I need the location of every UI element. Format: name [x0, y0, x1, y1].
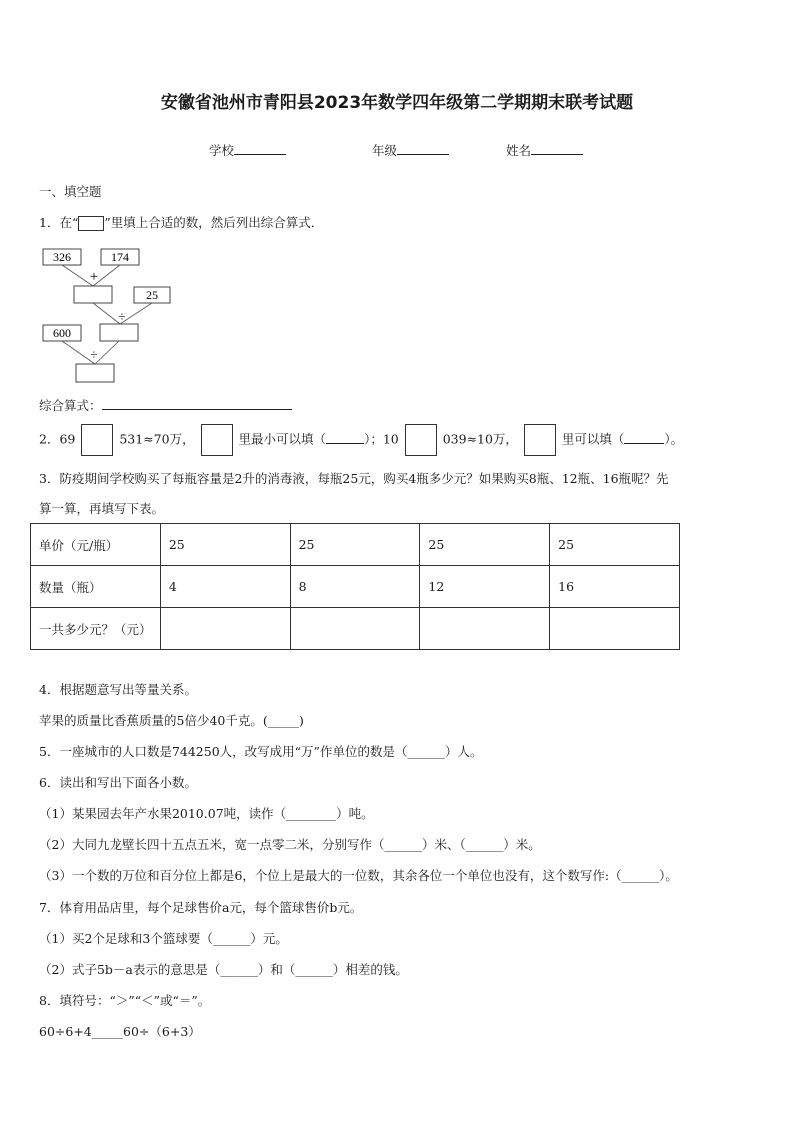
q2-part3: ）；10 [364, 431, 399, 447]
diagram-num-174: 174 [111, 250, 129, 264]
table-cell: 25 [550, 524, 680, 566]
q6-sub1: （1）某果园去年产水果2010.07吨，读作（________）吨。 [39, 806, 374, 821]
q3-line2: 算一算，再填写下表。 [39, 501, 165, 516]
table-cell: 单价（元/瓶） [31, 524, 161, 566]
q1-formula [39, 396, 292, 414]
table-cell: 4 [160, 566, 290, 608]
answer-cell[interactable] [420, 608, 550, 650]
q4-line1: 4．根据题意写出等量关系。 [39, 682, 197, 697]
question-1 [39, 213, 323, 231]
q2-box-2[interactable] [201, 424, 233, 456]
diagram-num-326: 326 [53, 250, 71, 264]
q3-line1: 3．防疫期间学校购买了每瓶容量是2升的消毒液，每瓶25元，购买4瓶多少元？如果购买8瓶、12瓶、16瓶呢？先 [39, 471, 669, 486]
q2-part6: ）。 [664, 431, 684, 447]
school-label: 学校 [209, 143, 235, 158]
table-cell: 12 [420, 566, 550, 608]
q2-blank-2[interactable] [624, 432, 664, 444]
q3-table [30, 523, 680, 650]
q8-intro: 8．填符号：“＞”“＜”或“＝”。 [39, 993, 211, 1008]
diagram-num-600: 600 [53, 326, 71, 340]
section-heading: 一、填空题 [39, 184, 102, 199]
question-5: 5．一座城市的人口数是744250人，改写成用“万”作单位的数是（______）人。 [39, 744, 483, 759]
q1-diagram [38, 244, 178, 386]
table-row [31, 524, 680, 566]
grade-field [372, 141, 449, 159]
question-2 [39, 424, 683, 456]
q7-sub2: （2）式子5b－a表示的意思是（______）和（______）相差的钱。 [39, 962, 408, 977]
q2-part2: 里最小可以填（ [238, 431, 327, 447]
name-blank[interactable] [531, 142, 583, 155]
school-blank[interactable] [234, 142, 286, 155]
q6-intro: 6．读出和写出下面各小数。 [39, 775, 197, 790]
q2-part1: 531≈70万， [119, 431, 195, 447]
q1-formula-blank[interactable] [102, 397, 292, 410]
q6-sub2: （2）大同九龙壁长四十五点五米，宽一点零二米，分别写作（______）米、（______）米。 [39, 837, 541, 852]
table-cell: 8 [290, 566, 420, 608]
name-label: 姓名 [506, 143, 532, 158]
table-cell: 25 [160, 524, 290, 566]
q7-sub1: （1）买2个足球和3个篮球要（______）元。 [39, 931, 288, 946]
diagram-connector [93, 303, 120, 324]
q2-box-3[interactable] [405, 424, 437, 456]
q1-text-after: ”里填上合适的数，然后列出综合算式． [104, 215, 324, 230]
q1-example-box [78, 216, 104, 231]
q8-expression: 60÷6+4_____60÷（6+3） [39, 1024, 201, 1039]
q6-sub3: （3）一个数的万位和百分位上都是6，个位上是最大的一位数，其余各位一个单位也没有，这个数写作:（______）。 [39, 868, 678, 883]
table-cell: 25 [290, 524, 420, 566]
diagram-num-25: 25 [146, 288, 158, 302]
diagram-answer-box[interactable] [100, 324, 138, 341]
answer-cell[interactable] [160, 608, 290, 650]
answer-cell[interactable] [290, 608, 420, 650]
diagram-op-divide: ÷ [90, 347, 98, 362]
answer-cell[interactable] [550, 608, 680, 650]
q4-line2: 苹果的质量比香蕉质量的5倍少40千克。(_____) [39, 713, 304, 728]
table-row [31, 608, 680, 650]
table-cell: 16 [550, 566, 680, 608]
q7-intro: 7．体育用品店里，每个足球售价a元，每个篮球售价b元。 [39, 900, 363, 915]
table-row [31, 566, 680, 608]
diagram-op-divide: ÷ [118, 309, 126, 324]
q2-part5: 里可以填（ [561, 431, 625, 447]
school-field [209, 141, 286, 159]
diagram-answer-box[interactable] [74, 286, 112, 303]
table-cell: 一共多少元？（元） [31, 608, 161, 650]
table-cell: 25 [420, 524, 550, 566]
grade-blank[interactable] [397, 142, 449, 155]
q2-num: 2．69 [39, 431, 76, 447]
diagram-op-plus: + [89, 269, 99, 285]
q2-box-1[interactable] [81, 424, 113, 456]
q1-text-before: 1．在“ [39, 215, 79, 230]
diagram-connector [62, 265, 93, 286]
name-field [506, 141, 583, 159]
q2-part4: 039≈10万， [442, 431, 518, 447]
q2-blank-1[interactable] [326, 432, 364, 444]
table-cell: 数量（瓶） [31, 566, 161, 608]
page-title: 安徽省池州市青阳县2023年数学四年级第二学期期末联考试题 [160, 93, 634, 113]
grade-label: 年级 [372, 143, 398, 158]
q2-box-4[interactable] [524, 424, 556, 456]
diagram-answer-box[interactable] [76, 364, 114, 382]
q1-formula-label: 综合算式： [39, 398, 102, 413]
diagram-connector [95, 341, 119, 364]
